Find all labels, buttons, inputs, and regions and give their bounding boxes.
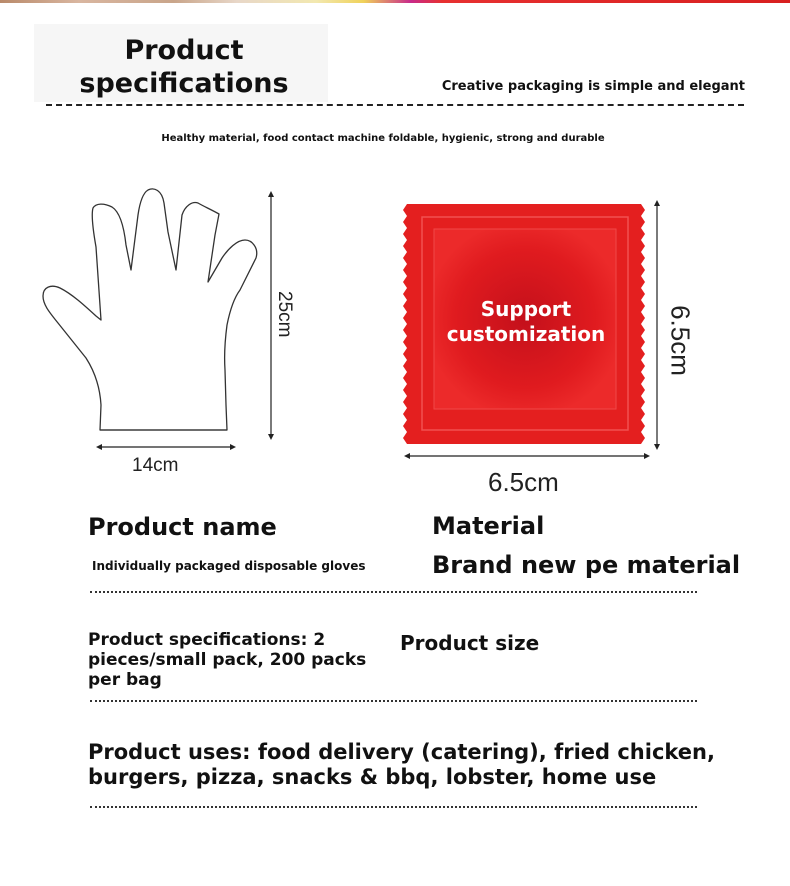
pack-height-arrow: [654, 200, 660, 450]
pack-width-arrow: [404, 453, 650, 459]
pack-width-label: 6.5cm: [488, 467, 559, 497]
material-value: Brand new pe material: [432, 551, 741, 579]
pack-label-line2: customization: [446, 322, 606, 346]
product-size-label: Product size: [400, 631, 540, 655]
product-uses-text: Product uses: food delivery (catering), fried chicken, burgers, pizza, snacks & bbq, lobster, home use: [88, 740, 715, 789]
glove-width-arrow: [96, 444, 236, 450]
product-name-label: Product name: [88, 513, 277, 541]
subtitle-text: Healthy material, food contact machine foldable, hygienic, strong and durable: [161, 133, 605, 144]
pack-label-line1: Support: [480, 297, 572, 321]
pack-customization-label: [434, 297, 618, 347]
section-divider: [90, 591, 697, 593]
glove-width-label: 14cm: [132, 455, 179, 476]
pack-height-label: 6.5cm: [665, 305, 696, 376]
glove-outline: [43, 189, 257, 430]
material-label: Material: [432, 512, 545, 540]
specifications-text: Product specifications: 2 pieces/small pack, 200 packs per bag: [88, 630, 367, 690]
product-name-value: Individually packaged disposable gloves: [92, 559, 366, 573]
page-title-line1: Product: [124, 35, 244, 66]
page-title-line2: specifications: [79, 68, 289, 99]
slogan-text: Creative packaging is simple and elegant: [441, 79, 745, 94]
section-divider: [90, 700, 697, 702]
glove-height-label: 25cm: [274, 291, 295, 338]
section-divider: [90, 806, 697, 808]
